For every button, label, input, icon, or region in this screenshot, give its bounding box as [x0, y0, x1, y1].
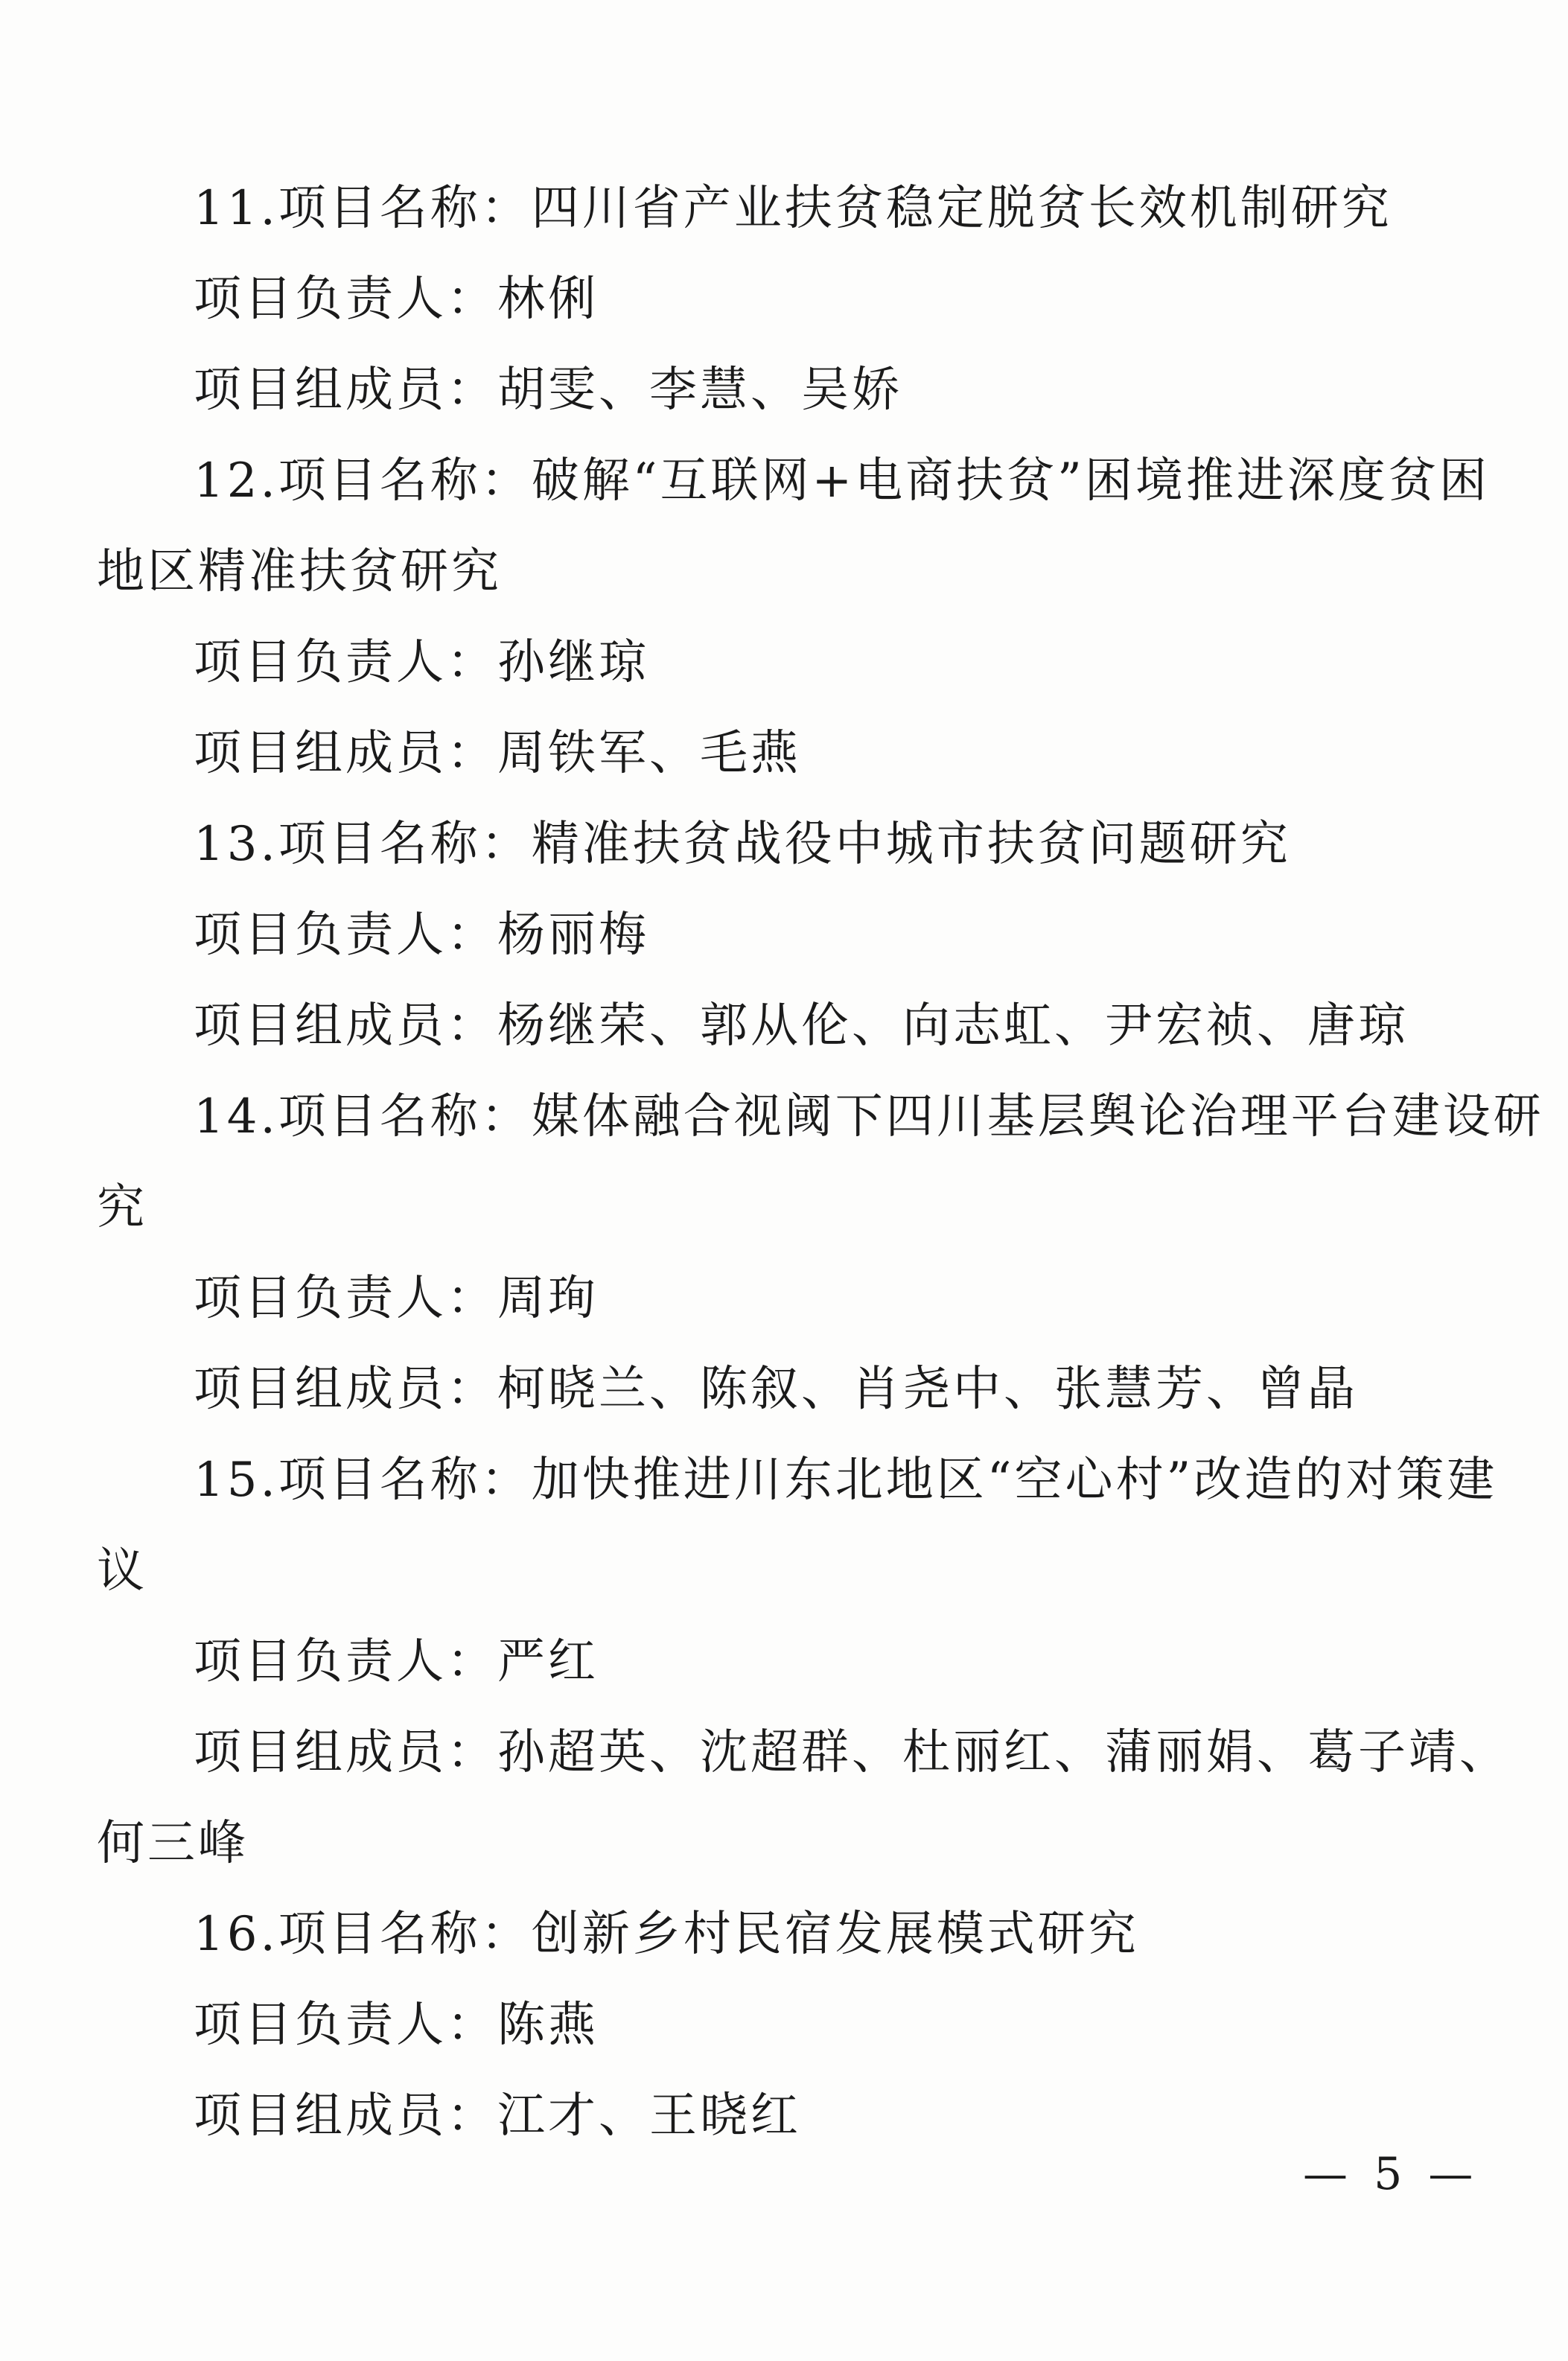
project-16-name: 16.项目名称：创新乡村民宿发展模式研究: [194, 1907, 1139, 1962]
project-15-leader: 项目负责人：严红: [194, 1634, 599, 1689]
project-15-name: 15.项目名称：加快推进川东北地区“空心村”改造的对策建: [194, 1453, 1498, 1508]
project-11-leader: 项目负责人：林俐: [194, 272, 599, 327]
project-15-members: 项目组成员：孙超英、沈超群、杜丽红、蒲丽娟、葛子靖、: [194, 1725, 1510, 1780]
project-16-members: 项目组成员：江才、王晓红: [194, 2088, 801, 2144]
page-number: — 5 —: [1303, 2148, 1479, 2200]
project-11-members: 项目组成员：胡雯、李慧、吴娇: [194, 363, 902, 418]
project-13-name: 13.项目名称：精准扶贫战役中城市扶贫问题研究: [194, 817, 1291, 872]
project-13-leader: 项目负责人：杨丽梅: [194, 908, 649, 963]
project-12-name-continued: 地区精准扶贫研究: [97, 544, 502, 599]
project-12-name: 12.项目名称：破解“互联网+电商扶贫”困境推进深度贫困: [194, 453, 1490, 509]
project-14-leader: 项目负责人：周珣: [194, 1271, 599, 1326]
project-11-name: 11.项目名称：四川省产业扶贫稳定脱贫长效机制研究: [194, 181, 1392, 236]
project-15-members-continued: 何三峰: [97, 1816, 249, 1871]
project-16-leader: 项目负责人：陈燕: [194, 1998, 599, 2053]
project-12-leader: 项目负责人：孙继琼: [194, 635, 649, 690]
project-14-members: 项目组成员：柯晓兰、陈叙、肖尧中、张慧芳、曾晶: [194, 1362, 1358, 1417]
project-12-members: 项目组成员：周铁军、毛燕: [194, 726, 801, 781]
project-13-members: 项目组成员：杨继荣、郭从伦、向志虹、尹宏祯、唐琼: [194, 998, 1409, 1054]
project-14-name: 14.项目名称：媒体融合视阈下四川基层舆论治理平台建设研: [194, 1089, 1544, 1144]
project-15-name-continued: 议: [97, 1543, 147, 1599]
project-14-name-continued: 究: [97, 1180, 147, 1235]
